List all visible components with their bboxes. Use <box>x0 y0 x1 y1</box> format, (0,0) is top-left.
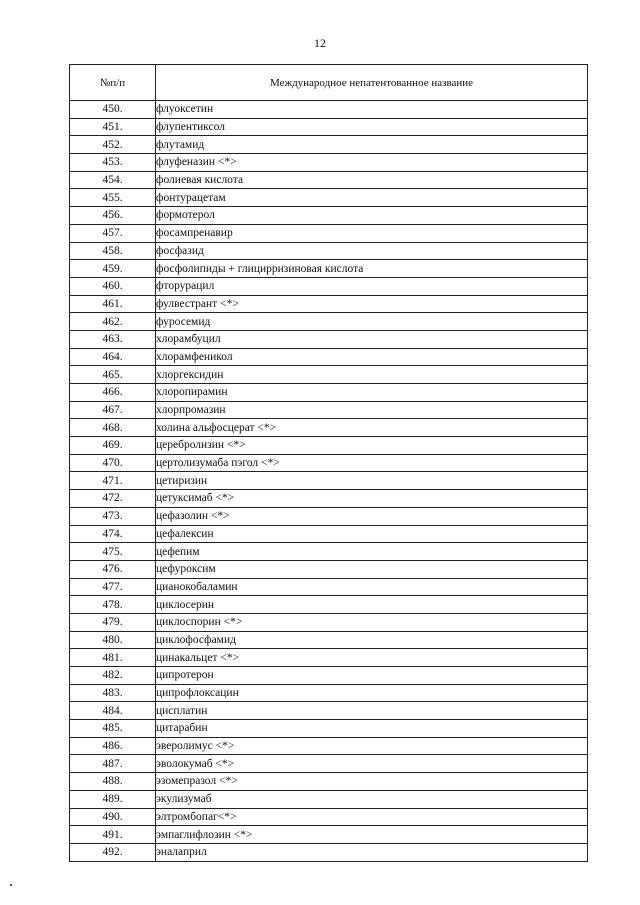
row-number: 491. <box>70 826 156 844</box>
row-number: 455. <box>70 189 156 207</box>
table-row <box>70 755 588 773</box>
row-number: 479. <box>70 613 156 631</box>
row-number: 452. <box>70 136 156 154</box>
table-row <box>70 826 588 844</box>
drug-name: циклоспорин <*> <box>156 613 588 631</box>
row-number: 484. <box>70 702 156 720</box>
drug-name: хлоргексидин <box>156 366 588 384</box>
row-number: 472. <box>70 490 156 508</box>
drug-name: эволокумаб <*> <box>156 755 588 773</box>
table-row <box>70 560 588 578</box>
table-row <box>70 702 588 720</box>
drug-name: флуоксетин <box>156 101 588 119</box>
drug-name: фолиевая кислота <box>156 171 588 189</box>
table-row <box>70 525 588 543</box>
table-row <box>70 384 588 402</box>
row-number: 490. <box>70 808 156 826</box>
header-name: Международное непатентованное название <box>156 65 588 101</box>
table-row <box>70 790 588 808</box>
table-row <box>70 578 588 596</box>
row-number: 460. <box>70 277 156 295</box>
page-number: 12 <box>314 36 326 50</box>
drug-name: фосампренавир <box>156 224 588 242</box>
row-number: 454. <box>70 171 156 189</box>
drug-table <box>69 64 588 862</box>
drug-name: цефуроксим <box>156 560 588 578</box>
drug-name: цефалексин <box>156 525 588 543</box>
table-row <box>70 808 588 826</box>
drug-name: экулизумаб <box>156 790 588 808</box>
drug-name: эверолимус <*> <box>156 737 588 755</box>
table-row <box>70 348 588 366</box>
drug-name: цитарабин <box>156 720 588 738</box>
table-row <box>70 295 588 313</box>
table-row <box>70 437 588 455</box>
table-row <box>70 224 588 242</box>
row-number: 458. <box>70 242 156 260</box>
table-row <box>70 189 588 207</box>
drug-name: флупентиксол <box>156 118 588 136</box>
table-row <box>70 490 588 508</box>
row-number: 482. <box>70 667 156 685</box>
drug-name: эмпаглифлозин <*> <box>156 826 588 844</box>
table-row <box>70 773 588 791</box>
drug-name: эзомепразол <*> <box>156 773 588 791</box>
row-number: 451. <box>70 118 156 136</box>
row-number: 487. <box>70 755 156 773</box>
row-number: 456. <box>70 207 156 225</box>
drug-name: фуросемид <box>156 313 588 331</box>
row-number: 470. <box>70 454 156 472</box>
header-number: №п/п <box>70 65 156 101</box>
table-row <box>70 454 588 472</box>
drug-name: циклофосфамид <box>156 631 588 649</box>
row-number: 474. <box>70 525 156 543</box>
row-number: 459. <box>70 260 156 278</box>
row-number: 468. <box>70 419 156 437</box>
row-number: 475. <box>70 543 156 561</box>
drug-name: цертолизумаба пэгол <*> <box>156 454 588 472</box>
drug-name: фторурацил <box>156 277 588 295</box>
row-number: 489. <box>70 790 156 808</box>
table-row <box>70 118 588 136</box>
drug-name: эналаприл <box>156 843 588 861</box>
table-row <box>70 366 588 384</box>
row-number: 485. <box>70 720 156 738</box>
table-row <box>70 684 588 702</box>
table-row <box>70 631 588 649</box>
table-row <box>70 737 588 755</box>
row-number: 462. <box>70 313 156 331</box>
row-number: 483. <box>70 684 156 702</box>
drug-name: фосфазид <box>156 242 588 260</box>
table-row <box>70 330 588 348</box>
row-number: 464. <box>70 348 156 366</box>
row-number: 473. <box>70 507 156 525</box>
row-number: 467. <box>70 401 156 419</box>
row-number: 480. <box>70 631 156 649</box>
drug-name: цефазолин <*> <box>156 507 588 525</box>
drug-name: фосфолипиды + глицирризиновая кислота <box>156 260 588 278</box>
drug-name: цинакальцет <*> <box>156 649 588 667</box>
drug-name: цефепим <box>156 543 588 561</box>
drug-name: ципротерон <box>156 667 588 685</box>
drug-name: цетиризин <box>156 472 588 490</box>
row-number: 492. <box>70 843 156 861</box>
row-number: 478. <box>70 596 156 614</box>
table-row <box>70 472 588 490</box>
row-number: 469. <box>70 437 156 455</box>
table-row <box>70 313 588 331</box>
row-number: 450. <box>70 101 156 119</box>
row-number: 481. <box>70 649 156 667</box>
table-row <box>70 277 588 295</box>
row-number: 463. <box>70 330 156 348</box>
drug-name: циклосерин <box>156 596 588 614</box>
drug-name: фулвестрант <*> <box>156 295 588 313</box>
drug-name: хлорамбуцил <box>156 330 588 348</box>
table-body <box>70 101 588 862</box>
drug-name: формотерол <box>156 207 588 225</box>
scan-mark <box>10 884 12 886</box>
table-row <box>70 720 588 738</box>
drug-name: хлорпромазин <box>156 401 588 419</box>
table-row <box>70 507 588 525</box>
drug-name: холина альфосцерат <*> <box>156 419 588 437</box>
row-number: 471. <box>70 472 156 490</box>
table-row <box>70 596 588 614</box>
table-row <box>70 260 588 278</box>
table-row <box>70 843 588 861</box>
drug-name: хлоропирамин <box>156 384 588 402</box>
row-number: 457. <box>70 224 156 242</box>
table-row <box>70 401 588 419</box>
table-row <box>70 242 588 260</box>
row-number: 461. <box>70 295 156 313</box>
table-row <box>70 613 588 631</box>
drug-name: элтромбопаг<*> <box>156 808 588 826</box>
row-number: 453. <box>70 154 156 172</box>
table-row <box>70 171 588 189</box>
table-row <box>70 154 588 172</box>
drug-name: флуфеназин <*> <box>156 154 588 172</box>
table-row <box>70 101 588 119</box>
drug-name: цианокобаламин <box>156 578 588 596</box>
row-number: 465. <box>70 366 156 384</box>
row-number: 476. <box>70 560 156 578</box>
drug-name: церебролизин <*> <box>156 437 588 455</box>
drug-name: флутамид <box>156 136 588 154</box>
drug-name: цетуксимаб <*> <box>156 490 588 508</box>
row-number: 477. <box>70 578 156 596</box>
drug-name: ципрофлоксацин <box>156 684 588 702</box>
table-row <box>70 207 588 225</box>
table-header-row <box>70 65 588 101</box>
drug-name: хлорамфеникол <box>156 348 588 366</box>
drug-name: цисплатин <box>156 702 588 720</box>
table-row <box>70 543 588 561</box>
table-row <box>70 649 588 667</box>
row-number: 486. <box>70 737 156 755</box>
row-number: 466. <box>70 384 156 402</box>
table-row <box>70 667 588 685</box>
drug-name: фонтурацетам <box>156 189 588 207</box>
table-row <box>70 136 588 154</box>
row-number: 488. <box>70 773 156 791</box>
table-row <box>70 419 588 437</box>
